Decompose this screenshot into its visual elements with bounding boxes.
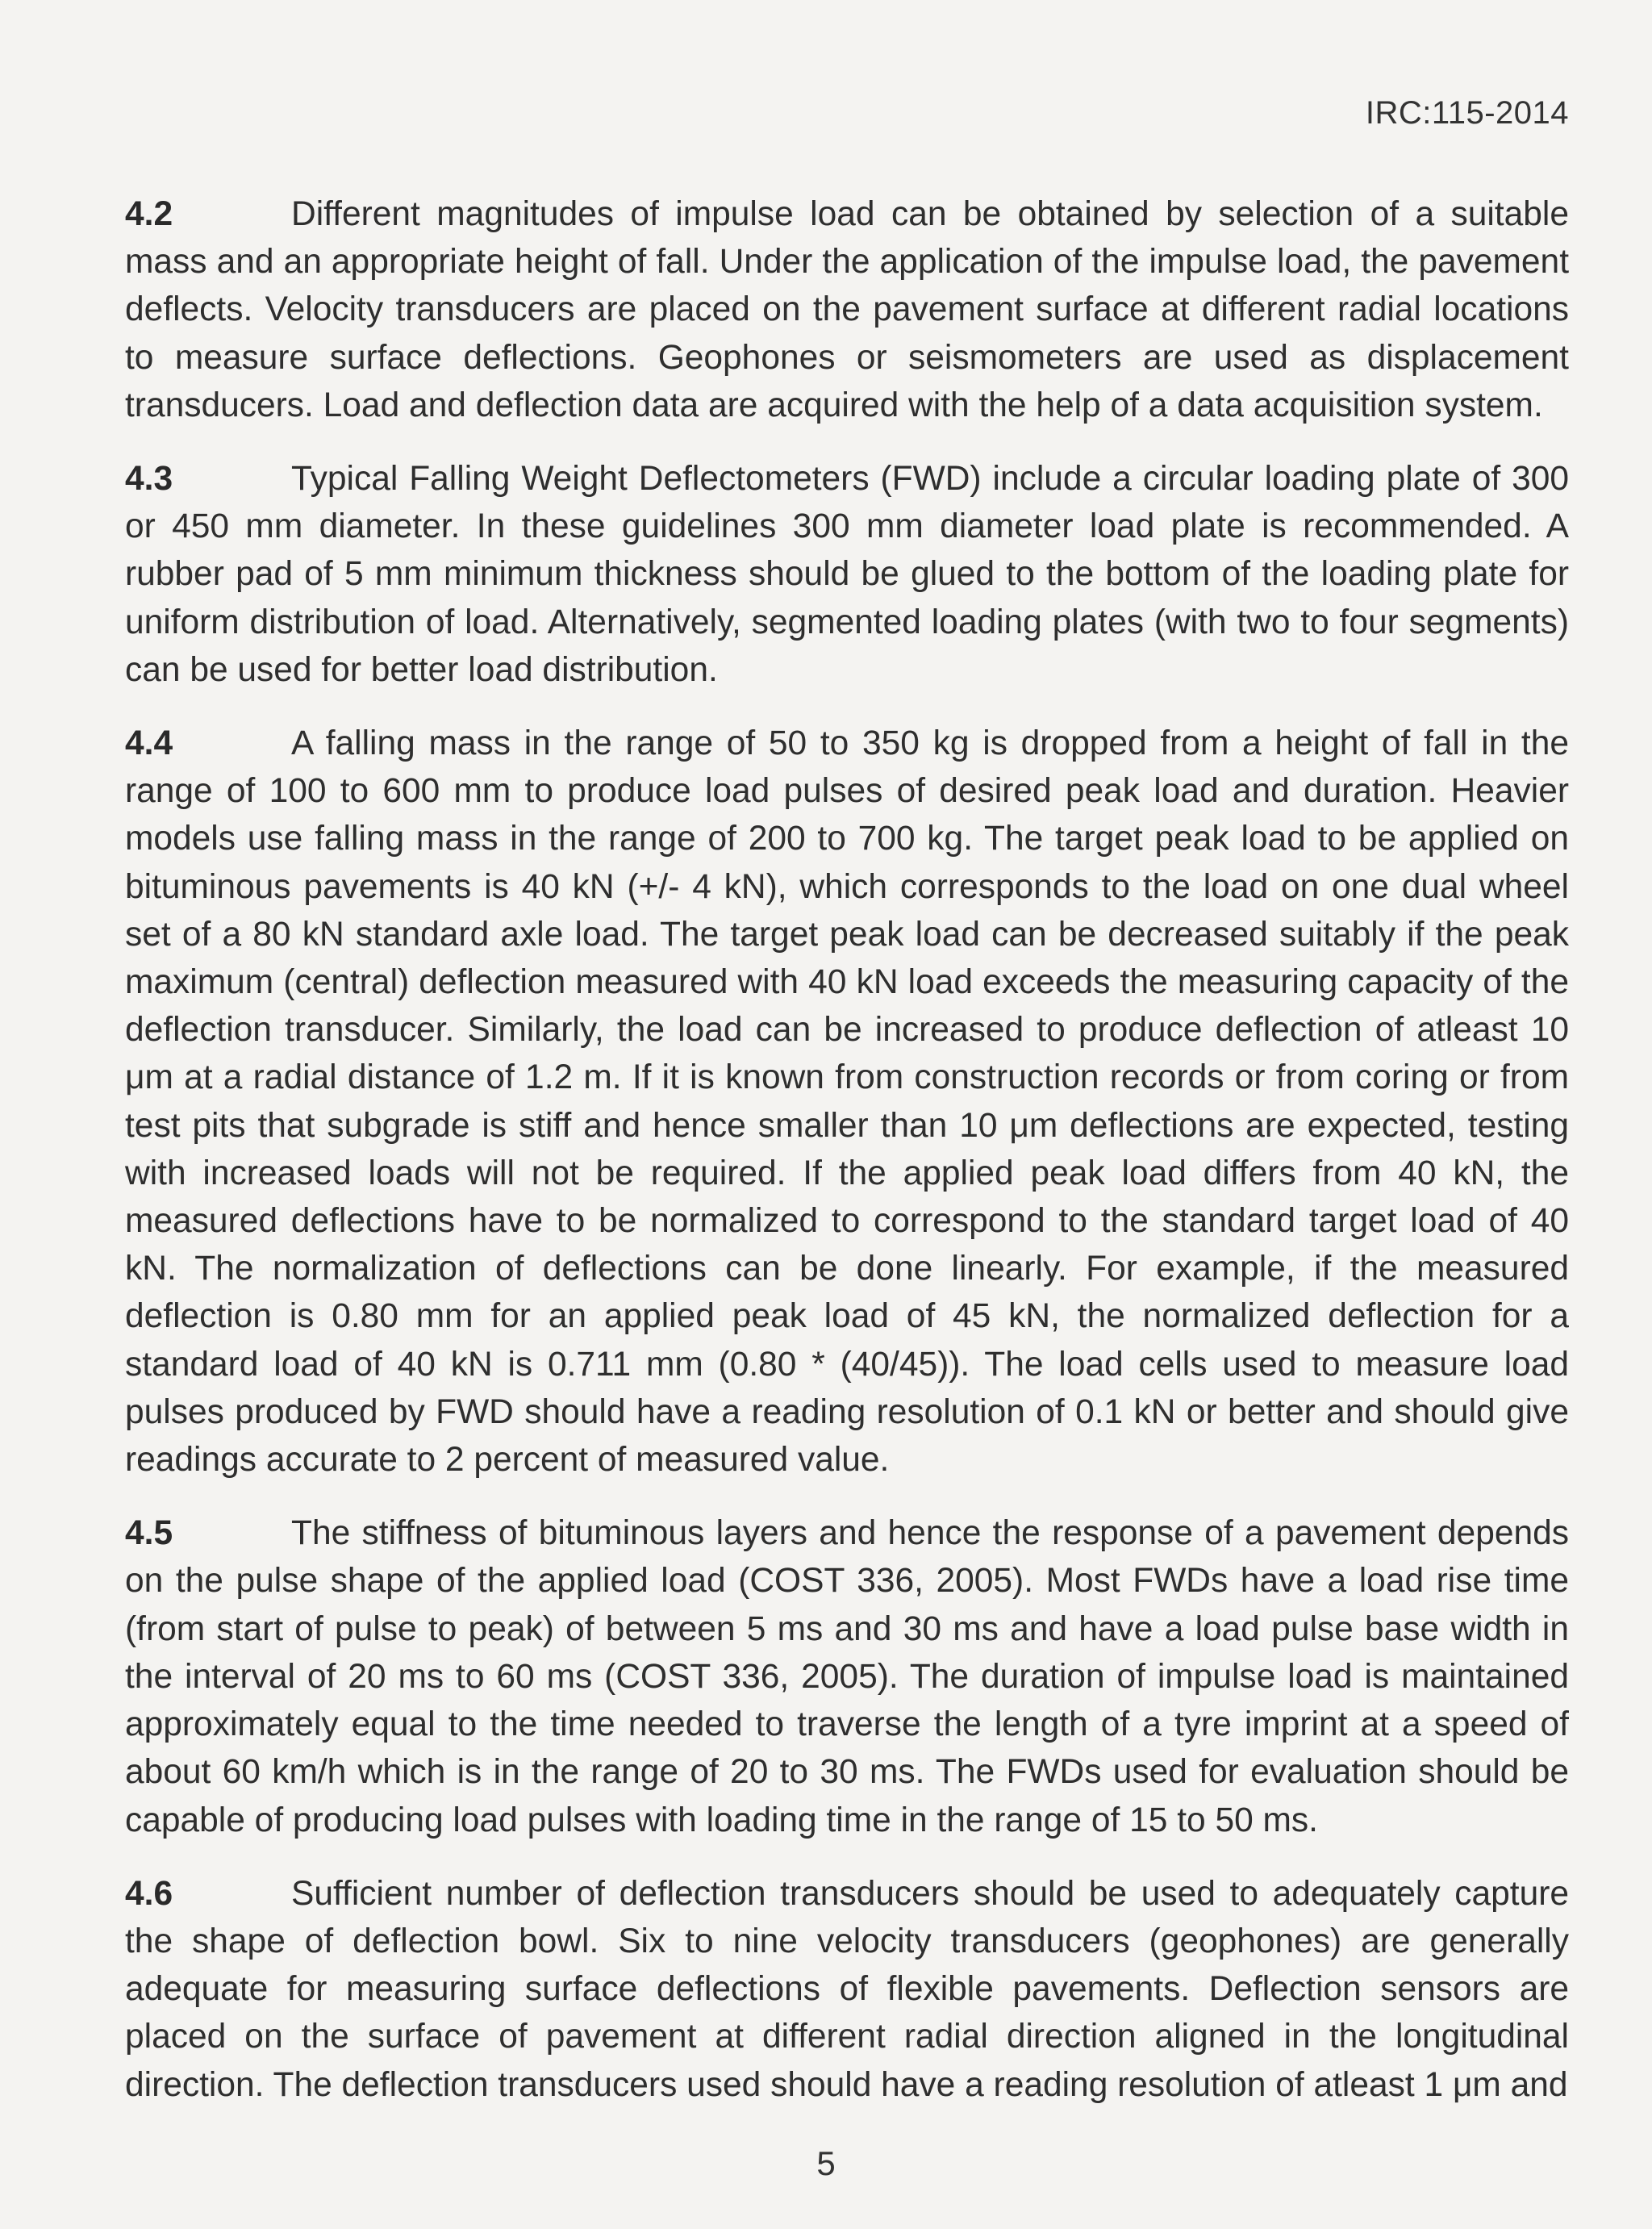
paragraph-text: Different magnitudes of impulse load can be obtained by selection of a suitable mass and an appropriate height of fall. Under the application of the impulse load, the pavement deflects. Velocity transducers are placed on the pavement surface at different radial locations to measure surface deflections. Geophones or seismometers are used as displacement transducers. Load and deflection data are acquired with the help of a data acquisition system.	[125, 195, 1569, 424]
section-number: 4.6	[125, 1874, 173, 1913]
paragraph-4-3	[125, 455, 1569, 694]
section-number: 4.2	[125, 195, 173, 233]
section-number: 4.3	[125, 460, 173, 499]
document-code: IRC:115-2014	[1365, 95, 1569, 131]
paragraph-4-5	[125, 1509, 1569, 1843]
page-number: 5	[816, 2144, 836, 2182]
paragraph-text: Sufficient number of deflection transducers should be used to adequately capture the shape of deflection bowl. Six to nine velocity transducers (geophones) are generally adequate for measuring surface deflections of flexible pavements. Deflection sensors are placed on the surface of pavement at different radial direction aligned in the longitudinal direction. The deflection transducers used should have a reading resolution of atleast 1 μm and	[125, 1874, 1569, 2104]
section-number: 4.5	[125, 1514, 173, 1553]
paragraph-4-6	[125, 1870, 1569, 2109]
section-number: 4.4	[125, 724, 173, 763]
paragraph-4-2	[125, 190, 1569, 429]
page-content	[125, 190, 1569, 2135]
paragraph-4-4	[125, 720, 1569, 1484]
paragraph-text: A falling mass in the range of 50 to 350 kg is dropped from a height of fall in the range of 100 to 600 mm to produce load pulses of desired peak load and duration. Heavier models use falling mass in the range of 200 to 700 kg. The target peak load to be applied on bituminous pavements is 40 kN (+/- 4 kN), which corresponds to the load on one dual wheel set of a 80 kN standard axle load. The target peak load can be decreased suitably if the peak maximum (central) deflection measured with 40 kN load exceeds the measuring capacity of the deflection transducer. Similarly, the load can be increased to produce deflection of atleast 10 μm at a radial distance of 1.2 m. If it is known from construction records or from coring or from test pits that subgrade is stiff and hence smaller than 10 μm deflections are expected, testing with increased loads will not be required. If the applied peak load differs from 40 kN, the measured deflections have to be normalized to correspond to the standard target load of 40 kN. The normalization of deflections can be done linearly. For example, if the measured deflection is 0.80 mm for an applied peak load of 45 kN, the normalized deflection for a standard load of 40 kN is 0.711 mm (0.80 * (40/45)). The load cells used to measure load pulses produced by FWD should have a reading resolution of 0.1 kN or better and should give readings accurate to 2 percent of measured value.	[125, 724, 1569, 1480]
paragraph-text: Typical Falling Weight Deflectometers (FWD) include a circular loading plate of 300 or 450 mm diameter. In these guidelines 300 mm diameter load plate is recommended. A rubber pad of 5 mm minimum thickness should be glued to the bottom of the loading plate for uniform distribution of load. Alternatively, segmented loading plates (with two to four segments) can be used for better load distribution.	[125, 460, 1569, 689]
paragraph-text: The stiffness of bituminous layers and hence the response of a pavement depends on the pulse shape of the applied load (COST 336, 2005). Most FWDs have a load rise time (from start of pulse to peak) of between 5 ms and 30 ms and have a load pulse base width in the interval of 20 ms to 60 ms (COST 336, 2005). The duration of impulse load is maintained approximately equal to the time needed to traverse the length of a tyre imprint at a speed of about 60 km/h which is in the range of 20 to 30 ms. The FWDs used for evaluation should be capable of producing load pulses with loading time in the range of 15 to 50 ms.	[125, 1514, 1569, 1839]
